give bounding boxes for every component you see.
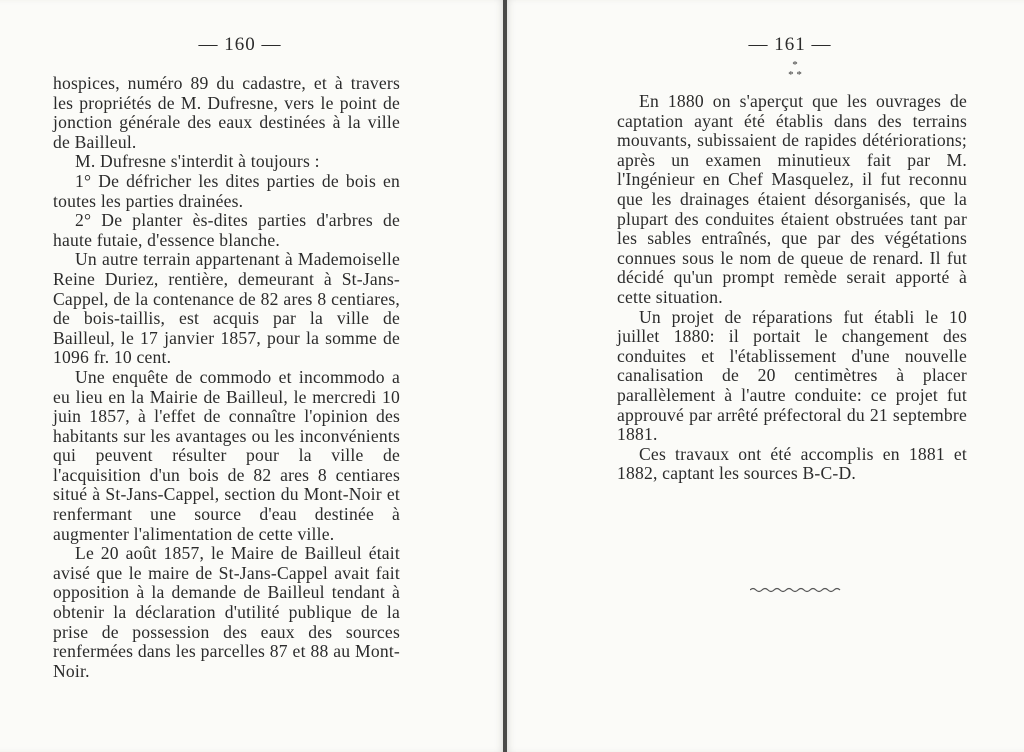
paragraph: Ces travaux ont été accomplis en 1881 et 1882, captant les sources B-C-D. — [617, 443, 967, 484]
paragraph: Une enquête de commodo et incommodo a eu lieu en la Mairie de Bailleul, le mercredi 10 juin 1857, à l'effet de connaître l'opinion des habitants sur les avantages ou les inconvénients qui peuvent résulter pour la ville de l'acquisition d'un bois de 82 ares 8 centiares situé à St-Jans-Cappel, section du Mont-Noir et renfermant une source d'eau destinée à augmenter l'alimentation de cette ville. — [53, 366, 400, 544]
book-gutter — [503, 0, 507, 752]
right-page — [505, 0, 1024, 752]
paragraph: Le 20 août 1857, le Maire de Bailleul était avisé que le maire de St-Jans-Cappel avait fait opposition à la demande de Bailleul tendant à obtenir la déclaration d'utilité publique de la prise de possession des eaux des sources renfermées dans les parcelles 87 et 88 au Mont-Noir. — [53, 543, 400, 681]
paragraph: 2° De planter ès-dites parties d'arbres de haute futaie, d'essence blanche. — [53, 210, 400, 250]
paragraph: Un autre terrain appartenant à Mademoiselle Reine Duriez, rentière, demeurant à St-Jans-Cappel, de la contenance de 82 ares 8 centiares, de bois-taillis, est acquis par la ville de Bailleul, le 17 janvier 1857, pour la somme de 1096 fr. 10 cent. — [53, 249, 400, 368]
paragraph: Un projet de réparations fut établi le 10 juillet 1880: il portait le changement des conduites et l'établissement d'une nouvelle canalisation de 20 centimètres à placer parallèlement à l'autre conduite: ce projet fut approuvé par arrêté préfectoral du 21 septembre 1881. — [617, 306, 967, 445]
section-stars: * * * — [788, 59, 802, 81]
paragraph: En 1880 on s'aperçut que les ouvrages de captation ayant été établis dans des terrains mouvants, subissaient de rapides détériorations; après un examen minutieux fait par M. l'Ingénieur en Chef Masquelez, il fut reconnu que les drainages étaient désorganisés, que la plupart des conduites étaient obstruées tant par les sables entraînés, que par des végétations connues sous le nom de queue de renard. Il fut décidé qu'un prompt remède serait apporté à cette situation. — [617, 91, 967, 307]
paragraph: 1° De défricher les dites parties de bois en toutes les parties drainées. — [53, 170, 400, 211]
page-number-161: — 161 — — [748, 34, 832, 55]
page-number-160: — 160 — — [198, 34, 282, 55]
right-page-body — [617, 92, 967, 484]
paragraph: M. Dufresne s'interdit à toujours : — [75, 151, 320, 172]
ornament-divider-icon — [750, 586, 842, 594]
paragraph: hospices, numéro 89 du cadastre, et à travers les propriétés de M. Dufresne, vers le point de jonction générale des eaux destinées à la ville de Bailleul. — [53, 73, 400, 152]
left-page — [0, 0, 505, 752]
left-page-body — [53, 74, 400, 681]
